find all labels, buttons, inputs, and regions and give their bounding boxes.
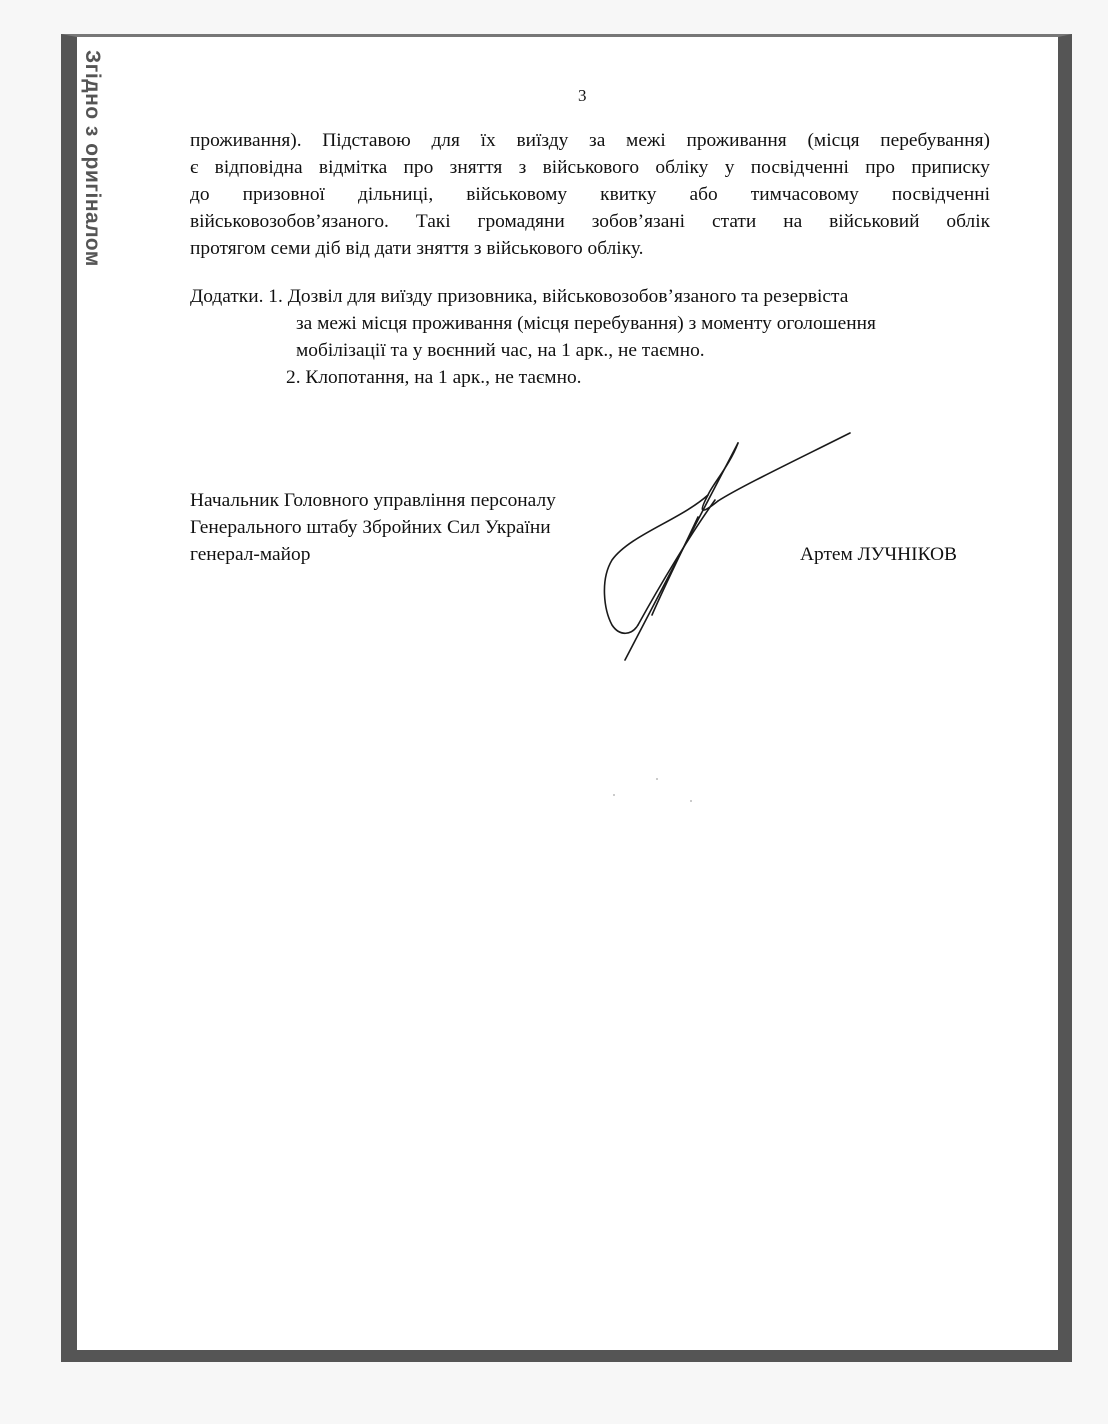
certification-stamp	[78, 50, 106, 310]
paragraph-line: до призовної дільниці, військовому квитку або тимчасовому посвідченні	[190, 184, 990, 205]
scan-speck	[656, 778, 658, 780]
paragraph-line: є відповідна відмітка про зняття з військового обліку у посвідченні про приписку	[190, 157, 990, 178]
attachment-line: за межі місця проживання (місця перебування) з моменту оголошення	[296, 313, 876, 334]
stamp-text: Згідно з оригіналом	[81, 50, 104, 267]
attachment-line: Додатки. 1. Дозвіл для виїзду призовника, військовозобов’язаного та резервіста	[190, 286, 849, 307]
signer-rank: генерал-майор	[190, 544, 311, 565]
paragraph-line: військовозобов’язаного. Такі громадяни зобов’язані стати на військовий облік	[190, 211, 990, 232]
signer-position: Генерального штабу Збройних Сил України	[190, 517, 551, 538]
scan-speck	[690, 800, 692, 802]
paragraph-line: проживання). Підставою для їх виїзду за межі проживання (місця перебування)	[190, 130, 990, 151]
body-paragraph	[190, 127, 990, 262]
signer-block	[190, 487, 556, 568]
scan-speck	[613, 794, 615, 796]
attachment-line: 2. Клопотання, на 1 арк., не таємно.	[286, 367, 582, 388]
attachment-line: мобілізації та у воєнний час, на 1 арк., не таємно.	[296, 340, 705, 361]
signer-position: Начальник Головного управління персоналу	[190, 490, 556, 511]
paragraph-line: протягом семи діб від дати зняття з військового обліку.	[190, 238, 644, 259]
signer-name: Артем ЛУЧНІКОВ	[800, 544, 957, 565]
handwritten-signature	[590, 425, 860, 670]
page-number: 3	[578, 86, 587, 105]
attachments-list	[190, 283, 990, 391]
